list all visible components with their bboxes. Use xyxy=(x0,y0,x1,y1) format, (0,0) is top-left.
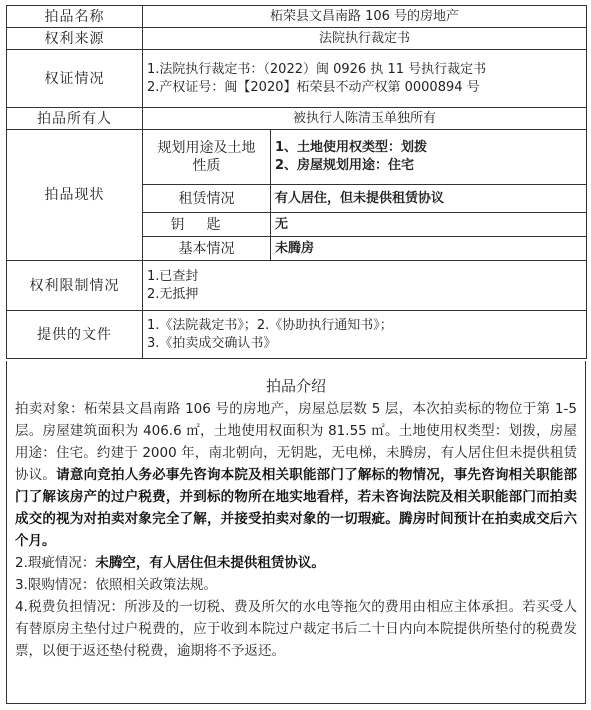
intro-paragraph-4: 4.税费负担情况：所涉及的一切税、费及所欠的水电等拖欠的费用由相应主体承担。若买受人有替原房主垫付过户税费的，应于收到本院过户裁定书后二十日内向本院提供所垫付的税费发票，以便于返还垫付税费，逾期将不予返还。 xyxy=(15,599,577,659)
intro-p2-bold: 未腾空，有人居住但未提供租赁协议。 xyxy=(95,555,325,571)
intro-title: 拍品介绍 xyxy=(265,377,326,395)
key-label: 钥匙 xyxy=(143,213,271,237)
row-restriction xyxy=(7,261,587,311)
planning-value-line-2: 2、房屋规划用途：住宅 xyxy=(275,158,415,173)
documents-value xyxy=(143,311,587,359)
documents-line-2: 3.《拍卖成交确认书》 xyxy=(147,335,277,351)
key-value: 无 xyxy=(271,213,587,237)
row-documents xyxy=(7,311,587,359)
restriction-line-2: 2.无抵押 xyxy=(147,286,199,302)
intro-paragraph-2 xyxy=(15,552,577,574)
lease-label: 租赁情况 xyxy=(143,185,271,213)
certificate-value xyxy=(143,50,587,108)
intro-p1-normal: 拍卖对象：柘荣县文昌南路 106 号的房地产，房屋总层数 5 层，本次拍卖标的物位于第 1-5 层。房屋建筑面积为 406.6 ㎡，土地使用权面积为 81.55 ㎡。土地使用权类型：划拨，房屋用途：住宅。约建于 2000 年，南北朝向，无钥匙，无电梯，未腾房，有人居住但未提供租赁协议。 xyxy=(15,401,577,483)
documents-line-1: 1.《法院裁定书》；2.《协助执行通知书》； xyxy=(147,317,393,333)
planning-value xyxy=(271,130,587,185)
item-name-label: 拍品名称 xyxy=(7,6,143,28)
intro-section xyxy=(6,361,586,704)
right-source-value: 法院执行裁定书 xyxy=(143,28,587,50)
planning-label-line-2: 性质 xyxy=(192,158,221,174)
row-right-source xyxy=(7,28,587,50)
restriction-line-1: 1.已查封 xyxy=(147,268,199,284)
owner-value: 被执行人陈清玉单独所有 xyxy=(143,108,587,130)
intro-p2-label: 2.瑕疵情况： xyxy=(15,555,96,571)
intro-paragraph-3: 3.限购情况：依照相关政策法规。 xyxy=(15,577,217,593)
intro-p1-bold: 请意向竞拍人务必事先咨询本院及相关职能部门了解标的物情况，事先咨询相关职能部门了解该房产的过户税费，并到标的物所在地实地看样，若未咨询法院及相关职能部门而拍卖成交的视为对拍卖对象完全了解，并接受拍卖对象的一切瑕疵。腾房时间预计在拍卖成交后六个月。 xyxy=(15,467,578,549)
certificate-label: 权证情况 xyxy=(7,50,143,108)
item-name-value: 柘荣县文昌南路 106 号的房地产 xyxy=(143,6,587,28)
basic-value: 未腾房 xyxy=(271,237,587,261)
row-item-name xyxy=(7,6,587,28)
planning-label xyxy=(143,130,271,185)
documents-label: 提供的文件 xyxy=(7,311,143,359)
intro-paragraph-1 xyxy=(15,398,577,552)
restriction-label: 权利限制情况 xyxy=(7,261,143,311)
auction-info-table xyxy=(6,5,587,359)
lease-value: 有人居住，但未提供租赁协议 xyxy=(271,185,587,213)
planning-value-line-1: 1、土地使用权类型：划拨 xyxy=(275,140,428,155)
row-planning xyxy=(7,130,587,185)
planning-label-line-1: 规划用途及土地 xyxy=(157,140,256,156)
certificate-line-2: 2.产权证号：闽【2020】柘荣县不动产权第 0000894 号 xyxy=(147,79,480,95)
certificate-line-1: 1.法院执行裁定书：（2022）闽 0926 执 11 号执行裁定书 xyxy=(147,61,487,77)
restriction-value xyxy=(143,261,587,311)
intro-body xyxy=(15,398,577,662)
row-owner xyxy=(7,108,587,130)
row-certificate xyxy=(7,50,587,108)
basic-label: 基本情况 xyxy=(143,237,271,261)
status-label: 拍品现状 xyxy=(7,130,143,261)
right-source-label: 权利来源 xyxy=(7,28,143,50)
owner-label: 拍品所有人 xyxy=(7,108,143,130)
